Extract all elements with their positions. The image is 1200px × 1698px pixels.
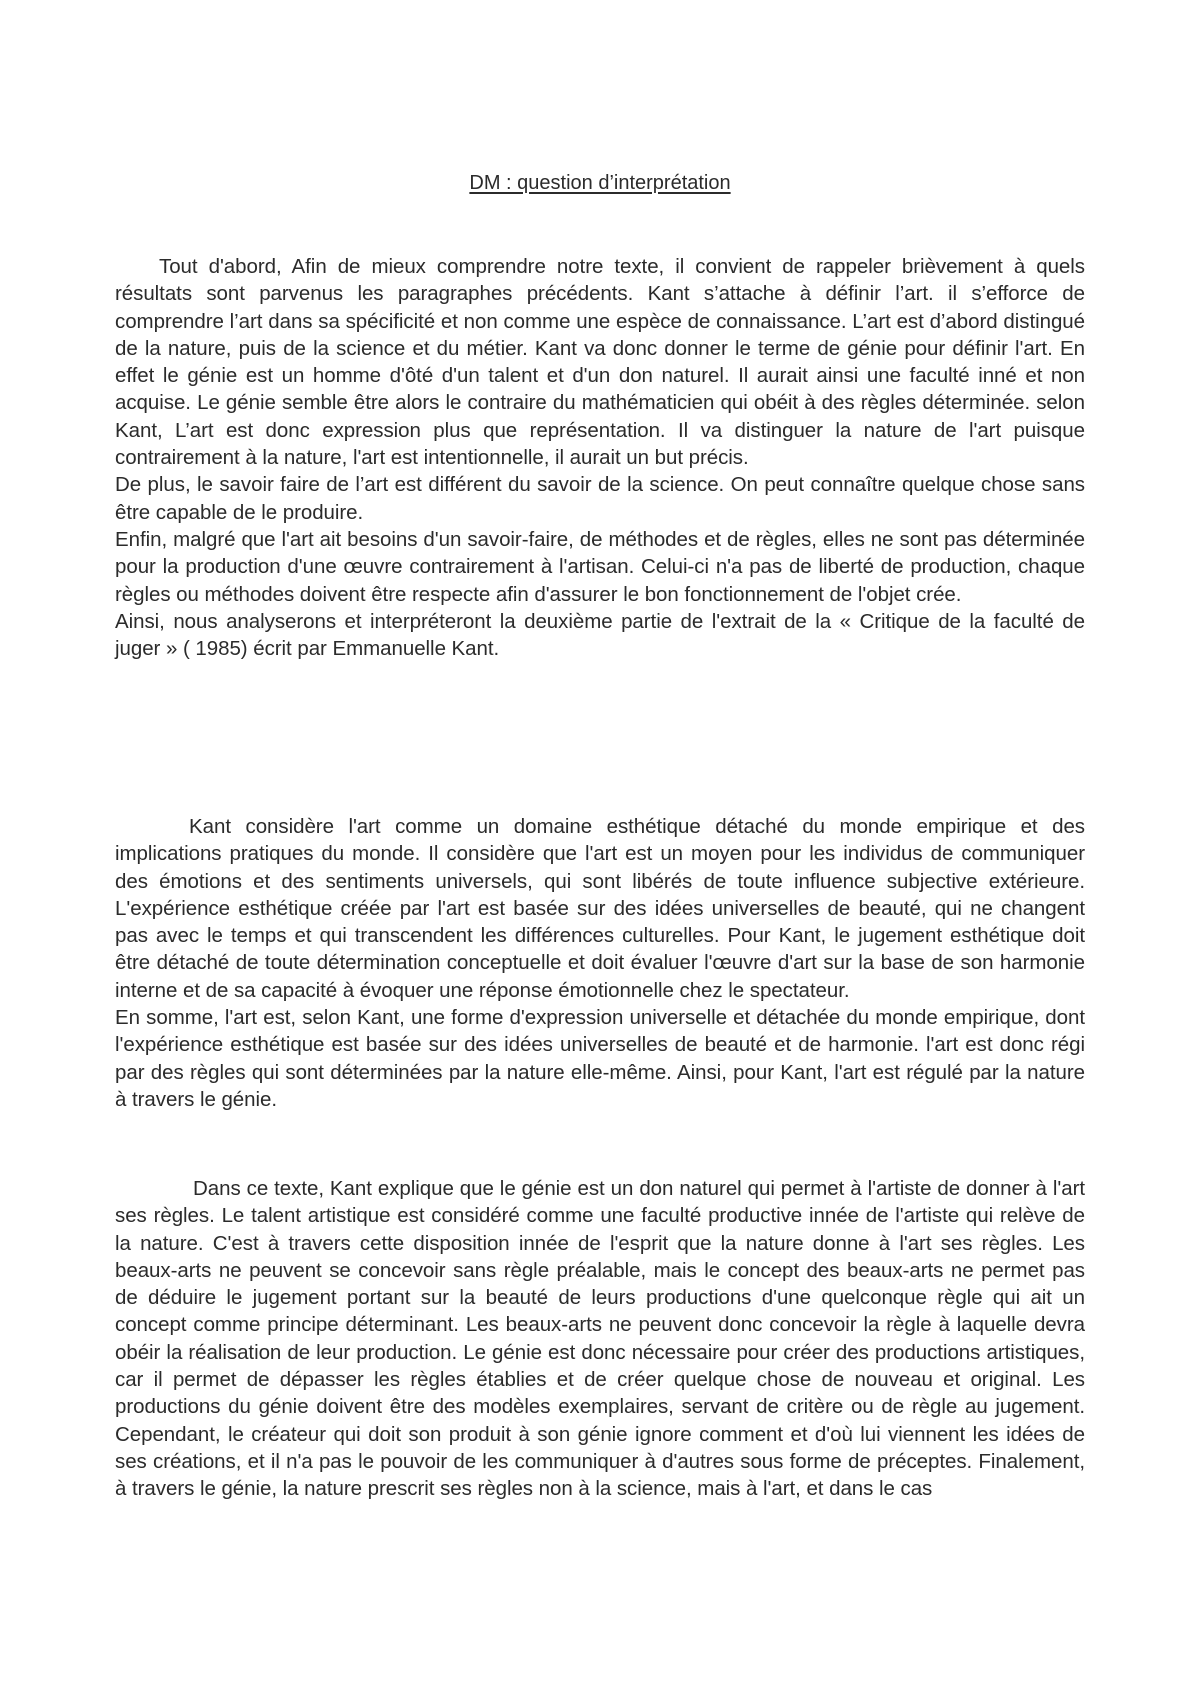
page-title-text: DM : question d’interprétation (469, 172, 731, 194)
kant-art-section (115, 813, 1085, 1113)
intro-paragraph-3: Enfin, malgré que l'art ait besoins d'un savoir-faire, de méthodes et de règles, elles ne sont pas déterminée pour la production d'une œuvre contrairement à l'artisan. Celui-ci n'a pas de liberté de production, chaque règles ou méthodes doivent être respecte afin d'assurer le bon fonctionnement de l'objet crée. (115, 527, 1085, 606)
intro-section (115, 253, 1085, 662)
intro-paragraph-2: De plus, le savoir faire de l’art est différent du savoir de la science. On peut connaître quelque chose sans être capable de le produire. (115, 473, 1085, 524)
kant-art-paragraph-1: Kant considère l'art comme un domaine esthétique détaché du monde empirique et des implications pratiques du monde. Il considère que l'art est un moyen pour les individus de communiquer des émotions et des sentiments universels, qui sont libérés de toute influence subjective extérieure. L'expérience esthétique créée par l'art est basée sur des idées universelles de beauté, qui ne changent pas avec le temps et qui transcendent les différences culturelles. Pour Kant, le jugement esthétique doit être détaché de toute détermination conceptuelle et doit évaluer l'œuvre d'art sur la base de son harmonie interne et de sa capacité à évoquer une réponse émotionnelle chez le spectateur. (115, 815, 1085, 1002)
page-title (0, 170, 1200, 197)
genius-section (115, 1175, 1085, 1503)
intro-paragraph-1: Tout d'abord, Afin de mieux comprendre notre texte, il convient de rappeler brièvement à quels résultats sont parvenus les paragraphes précédents. Kant s’attache à définir l’art. il s’efforce de comprendre l’art dans sa spécificité et non comme une espèce de connaissance. L’art est d’abord distingué de la nature, puis de la science et du métier. Kant va donc donner le terme de génie pour définir l'art. En effet le génie est un homme d'ôté d'un talent et d'un don naturel. Il aurait ainsi une faculté inné et non acquise. Le génie semble être alors le contraire du mathématicien qui obéit à des règles déterminée. selon Kant, L’art est donc expression plus que représentation. Il va distinguer la nature de l'art puisque contrairement à la nature, l'art est intentionnelle, il aurait un but précis. (115, 255, 1085, 470)
intro-paragraph-4: Ainsi, nous analyserons et interpréteront la deuxième partie de l'extrait de la « Critique de la faculté de juger » ( 1985) écrit par Emmanuelle Kant. (115, 609, 1085, 661)
genius-paragraph-1: Dans ce texte, Kant explique que le génie est un don naturel qui permet à l'artiste de donner à l'art ses règles. Le talent artistique est considéré comme une faculté productive innée de l'artiste qui relève de la nature. C'est à travers cette disposition innée de l'esprit que la nature donne à l'art ses règles. Les beaux-arts ne peuvent se concevoir sans règle préalable, mais le concept des beaux-arts ne permet pas de déduire le jugement portant sur la beauté de leurs productions d'une quelconque règle qui ait un concept comme principe déterminant. Les beaux-arts ne peuvent donc concevoir la règle à laquelle devra obéir la réalisation de leur production. Le génie est donc nécessaire pour créer des productions artistiques, car il permet de dépasser les règles établies et de créer quelque chose de nouveau et original. Les productions du génie doivent être des modèles exemplaires, servant de critère ou de règle au jugement. Cependant, le créateur qui doit son produit à son génie ignore comment et d'où lui viennent les idées de ses créations, et il n'a pas le pouvoir de les communiquer à d'autres sous forme de préceptes. Finalement, à travers le génie, la nature prescrit ses règles non à la science, mais à l'art, et dans le cas (115, 1177, 1085, 1501)
kant-art-paragraph-2: En somme, l'art est, selon Kant, une forme d'expression universelle et détachée du monde empirique, dont l'expérience esthétique est basée sur des idées universelles de beauté et de harmonie. l'art est donc régi par des règles qui sont déterminées par la nature elle-même. Ainsi, pour Kant, l'art est régulé par la nature à travers le génie. (115, 1006, 1085, 1111)
